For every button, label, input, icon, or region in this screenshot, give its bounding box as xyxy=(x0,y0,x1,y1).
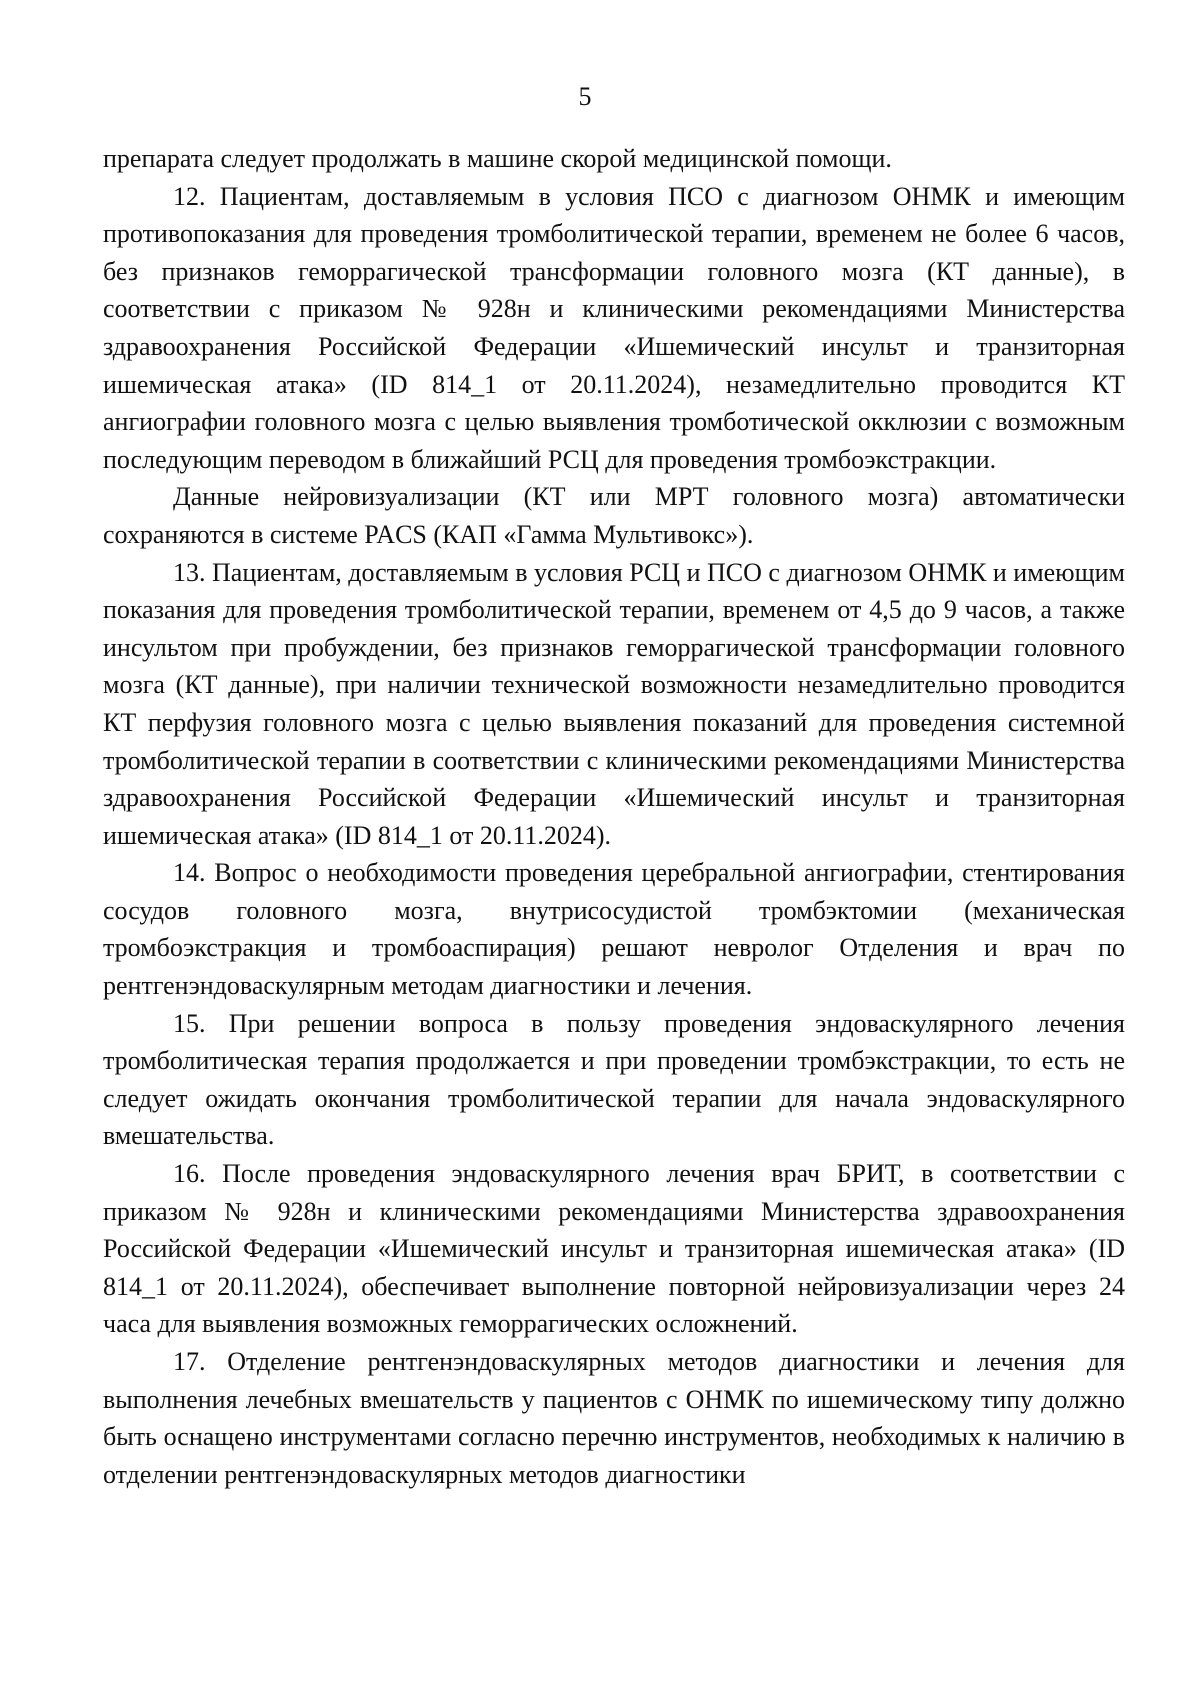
paragraph-item-15: 15. При решении вопроса в пользу проведения эндоваскулярного лечения тромболитическая терапия продолжается и при проведении тромбэкстракции, то есть не следует ожидать окончания тромболитической терапии для начала эндоваскулярного вмешательства. xyxy=(103,1008,1125,1151)
paragraph-item-17: 17. Отделение рентгенэндоваскулярных методов диагностики и лечения для выполнения лечебных вмешательств у пациентов с ОНМК по ишемическому типу должно быть оснащено инструментами согласно перечню инструментов, необходимых к наличию в отделении рентгенэндоваскулярных методов диагностики xyxy=(103,1347,1125,1489)
paragraph-item-12: 12. Пациентам, доставляемым в условия ПСО с диагнозом ОНМК и имеющим противопоказания для проведения тромболитической терапии, временем не более 6 часов, без признаков геморрагической трансформации головного мозга (КТ данные), в соответствии с приказом № 928н и клиническими рекомендациями Министерства здравоохранения Российской Федерации «Ишемический инсульт и транзиторная ишемическая атака» (ID 814_1 от 20.11.2024), незамедлительно проводится КТ ангиографии головного мозга с целью выявления тромботической окклюзии с возможным последующим переводом в ближайший РСЦ для проведения тромбоэкстракции. xyxy=(103,181,1125,474)
page-number: 5 xyxy=(578,82,592,111)
paragraph-item-16: 16. После проведения эндоваскулярного лечения врач БРИТ, в соответствии с приказом № 928н и клиническими рекомендациями Министерства здравоохранения Российской Федерации «Ишемический инсульт и транзиторная ишемическая атака» (ID 814_1 от 20.11.2024), обеспечивает выполнение повторной нейровизуализации через 24 часа для выявления возможных геморрагических осложнений. xyxy=(103,1159,1125,1339)
paragraph-item-13: 13. Пациентам, доставляемым в условия РСЦ и ПСО с диагнозом ОНМК и имеющим показания для проведения тромболитической терапии, временем от 4,5 до 9 часов, а также инсультом при пробуждении, без признаков геморрагической трансформации головного мозга (КТ данные), при наличии технической возможности незамедлительно проводится КТ перфузия головного мозга с целью выявления показаний для проведения системной тромболитической терапии в соответствии с клиническими рекомендациями Министерства здравоохранения Российской Федерации «Ишемический инсульт и транзиторная ишемическая атака» (ID 814_1 от 20.11.2024). xyxy=(103,557,1125,850)
paragraph-continuation: препарата следует продолжать в машине скорой медицинской помощи. xyxy=(103,144,892,173)
document-body xyxy=(103,140,1125,1493)
paragraph-item-14: 14. Вопрос о необходимости проведения церебральной ангиографии, стентирования сосудов головного мозга, внутрисосудистой тромбэктомии (механическая тромбоэкстракция и тромбоаспирация) решают невролог Отделения и врач по рентгенэндоваскулярным методам диагностики и лечения. xyxy=(103,858,1125,1001)
paragraph-neuroimaging-pacs: Данные нейровизуализации (КТ или МРТ головного мозга) автоматически сохраняются в системе PACS (КАП «Гамма Мультивокс»). xyxy=(103,482,1125,549)
